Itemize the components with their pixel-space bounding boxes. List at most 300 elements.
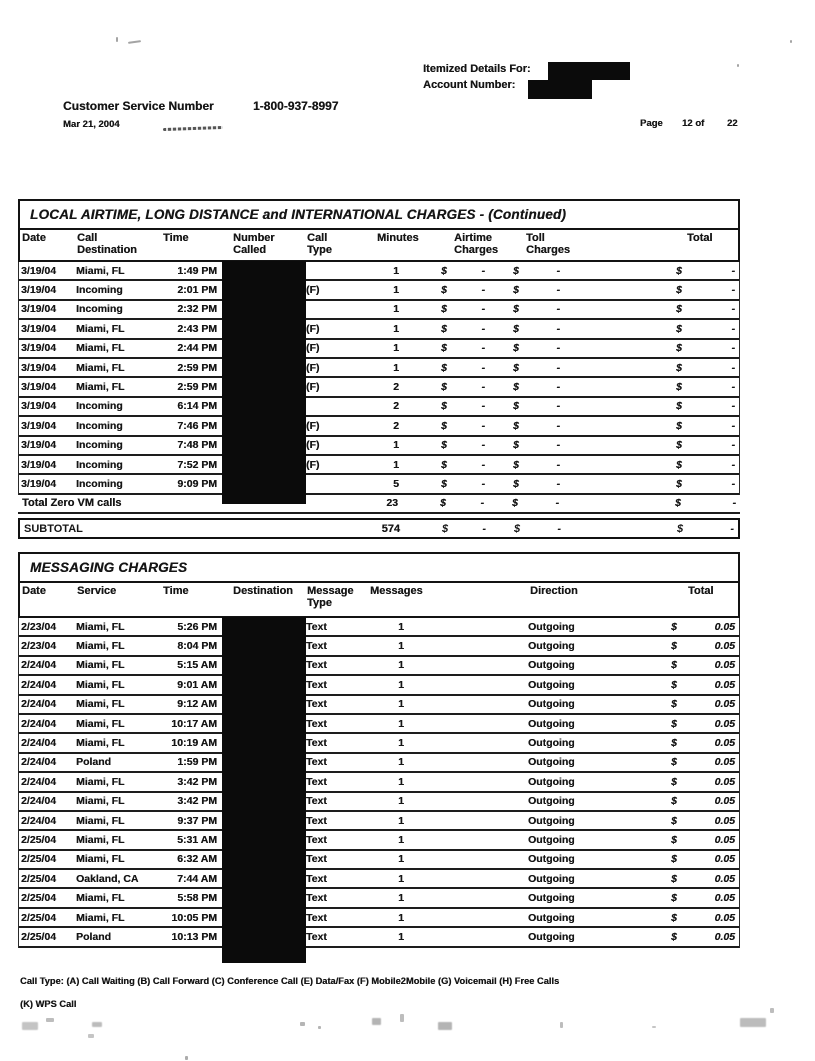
- cell-destination: Incoming: [76, 419, 123, 432]
- currency-symbol: $: [676, 381, 682, 394]
- cell-service: Miami, FL: [76, 853, 125, 866]
- cell-message-type: Text: [306, 737, 327, 750]
- cell-time: 9:37 PM: [177, 814, 217, 827]
- cell-total: $ -: [676, 284, 735, 297]
- total-toll: $ -: [512, 497, 559, 510]
- cell-call-type: (F): [306, 342, 320, 355]
- messaging-row: [19, 851, 739, 870]
- total-minutes: 23: [386, 497, 398, 510]
- airtime-table-title: LOCAL AIRTIME, LONG DISTANCE and INTERNATIONAL CHARGES - (Continued): [20, 201, 738, 230]
- cell-date: 2/24/04: [21, 814, 57, 827]
- cell-destination: Miami, FL: [76, 342, 125, 355]
- cell-total: $ 0.05: [671, 892, 735, 905]
- messaging-row: [19, 928, 739, 947]
- cell-airtime-charges: $ -: [441, 439, 485, 452]
- airtime-call-row: [19, 301, 739, 320]
- scan-noise: [300, 1022, 305, 1026]
- cell-direction: Outgoing: [528, 911, 575, 924]
- cell-message-type: Text: [306, 833, 327, 846]
- cell-date: 2/24/04: [21, 737, 57, 750]
- customer-service-label: Customer Service Number: [63, 99, 214, 113]
- cell-total: $ 0.05: [671, 911, 735, 924]
- cell-date: 2/24/04: [21, 775, 57, 788]
- col-header-date: Date: [22, 585, 46, 597]
- cell-date: 3/19/04: [21, 400, 57, 413]
- cell-minutes: 1: [393, 361, 399, 374]
- col-header-messages: Messages: [370, 585, 423, 597]
- messaging-table-header: [18, 552, 740, 618]
- currency-symbol: $: [676, 458, 682, 471]
- cell-message-type: Text: [306, 717, 327, 730]
- cell-service: Miami, FL: [76, 620, 125, 633]
- airtime-total-row: [18, 495, 740, 514]
- page-label: Page: [640, 118, 663, 129]
- cell-time: 7:52 PM: [177, 458, 217, 471]
- cell-date: 3/19/04: [21, 381, 57, 394]
- cell-date: 3/19/04: [21, 342, 57, 355]
- currency-symbol: $: [671, 620, 677, 633]
- cell-destination: Incoming: [76, 303, 123, 316]
- cell-time: 2:01 PM: [177, 284, 217, 297]
- cell-time: 10:13 PM: [171, 930, 217, 943]
- messaging-row: [19, 870, 739, 889]
- cell-time: 8:04 PM: [177, 640, 217, 653]
- page-total: 22: [727, 118, 738, 129]
- currency-symbol: $: [671, 833, 677, 846]
- airtime-call-row: [19, 378, 739, 397]
- currency-symbol: $: [441, 342, 447, 355]
- cell-messages: 1: [398, 872, 404, 885]
- cell-service: Miami, FL: [76, 795, 125, 808]
- currency-symbol: $: [676, 303, 682, 316]
- airtime-total-row-wrap: [18, 495, 740, 514]
- currency-symbol: $: [676, 477, 682, 490]
- scan-noise: [22, 1022, 38, 1030]
- cell-date: 2/25/04: [21, 892, 57, 905]
- col-header-number-called: Number Called: [233, 232, 275, 256]
- col-header-service: Service: [77, 585, 117, 597]
- currency-symbol: $: [671, 698, 677, 711]
- currency-symbol: $: [513, 458, 519, 471]
- cell-messages: 1: [398, 717, 404, 730]
- currency-symbol: $: [512, 497, 518, 510]
- cell-date: 3/19/04: [21, 322, 57, 335]
- cell-minutes: 1: [393, 439, 399, 452]
- messaging-table-rows: [18, 618, 740, 948]
- cell-message-type: Text: [306, 814, 327, 827]
- currency-symbol: $: [513, 419, 519, 432]
- cell-toll-charges: $ -: [513, 322, 560, 335]
- cell-airtime-charges: $ -: [441, 284, 485, 297]
- cell-direction: Outgoing: [528, 717, 575, 730]
- currency-symbol: $: [671, 775, 677, 788]
- cell-total: $ -: [676, 322, 735, 335]
- cell-messages: 1: [398, 833, 404, 846]
- cell-date: 3/19/04: [21, 361, 57, 374]
- airtime-table-rows: [18, 262, 740, 495]
- airtime-call-row: [19, 475, 739, 494]
- cell-message-type: Text: [306, 620, 327, 633]
- cell-date: 2/23/04: [21, 640, 57, 653]
- cell-message-type: Text: [306, 853, 327, 866]
- cell-date: 2/24/04: [21, 756, 57, 769]
- cell-service: Poland: [76, 930, 112, 943]
- messaging-row: [19, 657, 739, 676]
- cell-total: $ -: [676, 381, 735, 394]
- currency-symbol: $: [513, 264, 519, 277]
- cell-toll-charges: $ -: [513, 284, 560, 297]
- cell-direction: Outgoing: [528, 775, 575, 788]
- cell-total: $ 0.05: [671, 678, 735, 691]
- cell-total: $ -: [676, 439, 735, 452]
- cell-messages: 1: [398, 911, 404, 924]
- cell-time: 7:48 PM: [177, 439, 217, 452]
- cell-toll-charges: $ -: [513, 361, 560, 374]
- col-header-total: Total: [687, 232, 713, 244]
- airtime-call-row: [19, 359, 739, 378]
- scan-noise: [185, 1056, 188, 1060]
- cell-minutes: 5: [393, 477, 399, 490]
- currency-symbol: $: [671, 930, 677, 943]
- currency-symbol: $: [671, 756, 677, 769]
- currency-symbol: $: [441, 381, 447, 394]
- currency-symbol: $: [675, 497, 681, 510]
- cell-total: $ 0.05: [671, 737, 735, 750]
- currency-symbol: $: [513, 284, 519, 297]
- cell-direction: Outgoing: [528, 756, 575, 769]
- cell-date: 2/24/04: [21, 659, 57, 672]
- cell-minutes: 1: [393, 303, 399, 316]
- cell-airtime-charges: $ -: [441, 264, 485, 277]
- airtime-call-row: [19, 262, 739, 281]
- subtotal-airtime: $ -: [442, 522, 486, 535]
- cell-messages: 1: [398, 892, 404, 905]
- cell-date: 2/25/04: [21, 853, 57, 866]
- wps-call-footnote: (K) WPS Call: [20, 999, 77, 1009]
- cell-call-type: (F): [306, 361, 320, 374]
- cell-total: $ -: [676, 477, 735, 490]
- cell-time: 2:59 PM: [177, 361, 217, 374]
- cell-service: Miami, FL: [76, 775, 125, 788]
- airtime-call-row: [19, 340, 739, 359]
- cell-destination: Incoming: [76, 477, 123, 490]
- currency-symbol: $: [671, 717, 677, 730]
- cell-time: 9:09 PM: [177, 477, 217, 490]
- redaction-box-destination: [222, 617, 306, 963]
- itemized-details-label: Itemized Details For:: [423, 63, 531, 75]
- cell-total: $ -: [676, 400, 735, 413]
- cell-direction: Outgoing: [528, 892, 575, 905]
- currency-symbol: $: [442, 522, 449, 535]
- cell-total: $ 0.05: [671, 775, 735, 788]
- currency-symbol: $: [676, 284, 682, 297]
- cell-message-type: Text: [306, 872, 327, 885]
- cell-messages: 1: [398, 853, 404, 866]
- cell-time: 5:15 AM: [177, 659, 217, 672]
- cell-direction: Outgoing: [528, 814, 575, 827]
- cell-total: $ 0.05: [671, 756, 735, 769]
- cell-total: $ 0.05: [671, 853, 735, 866]
- cell-toll-charges: $ -: [513, 303, 560, 316]
- messaging-row: [19, 734, 739, 753]
- airtime-call-row: [19, 456, 739, 475]
- col-header-date: Date: [22, 232, 46, 244]
- cell-minutes: 1: [393, 264, 399, 277]
- cell-messages: 1: [398, 620, 404, 633]
- cell-service: Miami, FL: [76, 911, 125, 924]
- redaction-box-number-called: [222, 261, 306, 504]
- scan-noise: [318, 1026, 321, 1029]
- cell-airtime-charges: $ -: [441, 342, 485, 355]
- currency-symbol: $: [441, 361, 447, 374]
- cell-messages: 1: [398, 678, 404, 691]
- col-header-destination: Destination: [233, 585, 293, 597]
- cell-date: 2/25/04: [21, 930, 57, 943]
- messaging-row: [19, 793, 739, 812]
- call-type-legend: Call Type: (A) Call Waiting (B) Call Forward (C) Conference Call (E) Data/Fax (F) Mobile2Mobile (G) Voicemail (H) Free Calls: [20, 976, 560, 986]
- cell-total: $ 0.05: [671, 640, 735, 653]
- currency-symbol: $: [441, 477, 447, 490]
- cell-time: 1:49 PM: [177, 264, 217, 277]
- subtotal-minutes: 574: [381, 522, 400, 535]
- cell-destination: Incoming: [76, 400, 123, 413]
- cell-airtime-charges: $ -: [441, 477, 485, 490]
- cell-date: 2/23/04: [21, 620, 57, 633]
- cell-date: 2/25/04: [21, 833, 57, 846]
- cell-date: 2/25/04: [21, 872, 57, 885]
- currency-symbol: $: [671, 640, 677, 653]
- cell-total: $ -: [676, 264, 735, 277]
- cell-service: Miami, FL: [76, 717, 125, 730]
- cell-destination: Incoming: [76, 439, 123, 452]
- cell-total: $ 0.05: [671, 872, 735, 885]
- cell-service: Miami, FL: [76, 698, 125, 711]
- scan-noise-scribble: [163, 126, 223, 131]
- cell-service: Miami, FL: [76, 737, 125, 750]
- cell-date: 3/19/04: [21, 303, 57, 316]
- statement-date: Mar 21, 2004: [63, 119, 120, 130]
- cell-time: 10:19 AM: [171, 737, 217, 750]
- currency-symbol: $: [671, 659, 677, 672]
- cell-destination: Miami, FL: [76, 264, 125, 277]
- col-header-toll-charges: Toll Charges: [526, 232, 571, 256]
- col-header-minutes: Minutes: [377, 232, 419, 244]
- currency-symbol: $: [676, 342, 682, 355]
- cell-time: 3:42 PM: [177, 795, 217, 808]
- cell-direction: Outgoing: [528, 659, 575, 672]
- cell-direction: Outgoing: [528, 853, 575, 866]
- currency-symbol: $: [676, 439, 682, 452]
- cell-direction: Outgoing: [528, 872, 575, 885]
- cell-time: 5:31 AM: [177, 833, 217, 846]
- cell-total: $ 0.05: [671, 814, 735, 827]
- cell-time: 6:32 AM: [177, 853, 217, 866]
- cell-direction: Outgoing: [528, 678, 575, 691]
- cell-direction: Outgoing: [528, 795, 575, 808]
- currency-symbol: $: [671, 892, 677, 905]
- cell-minutes: 2: [393, 400, 399, 413]
- cell-message-type: Text: [306, 756, 327, 769]
- messaging-row: [19, 618, 739, 637]
- cell-call-type: (F): [306, 381, 320, 394]
- currency-symbol: $: [513, 322, 519, 335]
- cell-airtime-charges: $ -: [441, 458, 485, 471]
- col-header-direction: Direction: [530, 585, 578, 597]
- cell-destination: Miami, FL: [76, 322, 125, 335]
- total-zero-vm-label: Total Zero VM calls: [22, 497, 122, 510]
- currency-symbol: $: [513, 342, 519, 355]
- cell-time: 7:46 PM: [177, 419, 217, 432]
- page-number: 12 of: [682, 118, 705, 129]
- cell-total: $ 0.05: [671, 659, 735, 672]
- currency-symbol: $: [513, 439, 519, 452]
- cell-message-type: Text: [306, 659, 327, 672]
- cell-time: 9:01 AM: [177, 678, 217, 691]
- cell-time: 10:17 AM: [171, 717, 217, 730]
- cell-minutes: 1: [393, 458, 399, 471]
- cell-time: 10:05 PM: [171, 911, 217, 924]
- airtime-call-row: [19, 417, 739, 436]
- currency-symbol: $: [513, 303, 519, 316]
- cell-destination: Incoming: [76, 458, 123, 471]
- airtime-call-row: [19, 281, 739, 300]
- col-header-destination: Call Destination: [77, 232, 137, 256]
- messaging-row: [19, 715, 739, 734]
- messaging-table-title: MESSAGING CHARGES: [20, 554, 738, 583]
- cell-airtime-charges: $ -: [441, 303, 485, 316]
- scan-noise: [438, 1022, 452, 1030]
- cell-messages: 1: [398, 930, 404, 943]
- currency-symbol: $: [441, 303, 447, 316]
- cell-service: Miami, FL: [76, 640, 125, 653]
- cell-total: $ -: [676, 419, 735, 432]
- scan-noise: [46, 1018, 54, 1022]
- scan-noise: [737, 64, 739, 67]
- scan-noise: [88, 1034, 94, 1038]
- cell-messages: 1: [398, 737, 404, 750]
- currency-symbol: $: [671, 814, 677, 827]
- scan-noise: [652, 1026, 656, 1028]
- cell-direction: Outgoing: [528, 698, 575, 711]
- currency-symbol: $: [441, 458, 447, 471]
- messaging-column-headers: [20, 583, 738, 609]
- cell-time: 9:12 AM: [177, 698, 217, 711]
- currency-symbol: $: [676, 322, 682, 335]
- currency-symbol: $: [514, 522, 521, 535]
- messaging-row: [19, 812, 739, 831]
- airtime-table-header: [18, 199, 740, 262]
- cell-total: $ 0.05: [671, 930, 735, 943]
- cell-service: Miami, FL: [76, 678, 125, 691]
- cell-toll-charges: $ -: [513, 381, 560, 394]
- cell-messages: 1: [398, 698, 404, 711]
- currency-symbol: $: [676, 419, 682, 432]
- cell-service: Miami, FL: [76, 892, 125, 905]
- cell-date: 3/19/04: [21, 419, 57, 432]
- messaging-row: [19, 909, 739, 928]
- currency-symbol: $: [671, 911, 677, 924]
- total-total: $ -: [675, 497, 736, 510]
- cell-toll-charges: $ -: [513, 439, 560, 452]
- currency-symbol: $: [671, 853, 677, 866]
- cell-minutes: 2: [393, 419, 399, 432]
- col-header-time: Time: [163, 232, 189, 244]
- col-header-total: Total: [688, 585, 714, 597]
- currency-symbol: $: [671, 872, 677, 885]
- subtotal-total: $ -: [677, 522, 734, 535]
- currency-symbol: $: [441, 322, 447, 335]
- cell-date: 2/24/04: [21, 717, 57, 730]
- cell-toll-charges: $ -: [513, 419, 560, 432]
- col-header-call-type: Call Type: [307, 232, 332, 256]
- cell-direction: Outgoing: [528, 930, 575, 943]
- cell-messages: 1: [398, 814, 404, 827]
- airtime-call-row: [19, 437, 739, 456]
- cell-time: 5:26 PM: [177, 620, 217, 633]
- currency-symbol: $: [676, 361, 682, 374]
- cell-time: 2:43 PM: [177, 322, 217, 335]
- redaction-box-account: [528, 80, 592, 99]
- cell-service: Miami, FL: [76, 833, 125, 846]
- cell-call-type: (F): [306, 419, 320, 432]
- messaging-row: [19, 889, 739, 908]
- cell-toll-charges: $ -: [513, 342, 560, 355]
- subtotal-label: SUBTOTAL: [24, 522, 83, 535]
- cell-message-type: Text: [306, 698, 327, 711]
- cell-direction: Outgoing: [528, 833, 575, 846]
- currency-symbol: $: [513, 477, 519, 490]
- cell-airtime-charges: $ -: [441, 400, 485, 413]
- cell-time: 7:44 AM: [177, 872, 217, 885]
- currency-symbol: $: [441, 439, 447, 452]
- cell-messages: 1: [398, 659, 404, 672]
- cell-total: $ 0.05: [671, 717, 735, 730]
- cell-call-type: (F): [306, 439, 320, 452]
- currency-symbol: $: [671, 737, 677, 750]
- customer-service-number: 1-800-937-8997: [253, 99, 339, 113]
- cell-message-type: Text: [306, 892, 327, 905]
- currency-symbol: $: [671, 795, 677, 808]
- cell-message-type: Text: [306, 930, 327, 943]
- scan-noise: [560, 1022, 563, 1028]
- currency-symbol: $: [441, 419, 447, 432]
- cell-airtime-charges: $ -: [441, 419, 485, 432]
- cell-total: $ 0.05: [671, 795, 735, 808]
- currency-symbol: $: [676, 264, 682, 277]
- cell-total: $ -: [676, 303, 735, 316]
- cell-time: 5:58 PM: [177, 892, 217, 905]
- cell-total: $ 0.05: [671, 620, 735, 633]
- cell-date: 3/19/04: [21, 477, 57, 490]
- cell-minutes: 1: [393, 322, 399, 335]
- cell-direction: Outgoing: [528, 737, 575, 750]
- cell-service: Poland: [76, 756, 112, 769]
- messaging-row: [19, 696, 739, 715]
- cell-time: 2:32 PM: [177, 303, 217, 316]
- cell-messages: 1: [398, 795, 404, 808]
- cell-call-type: (F): [306, 458, 320, 471]
- cell-direction: Outgoing: [528, 620, 575, 633]
- cell-date: 2/24/04: [21, 678, 57, 691]
- airtime-call-row: [19, 320, 739, 339]
- cell-total: $ -: [676, 458, 735, 471]
- currency-symbol: $: [441, 284, 447, 297]
- account-number-label: Account Number:: [423, 79, 516, 91]
- scan-noise: [116, 37, 118, 42]
- scan-noise: [770, 1008, 774, 1013]
- messaging-row: [19, 773, 739, 792]
- cell-total: $ 0.05: [671, 833, 735, 846]
